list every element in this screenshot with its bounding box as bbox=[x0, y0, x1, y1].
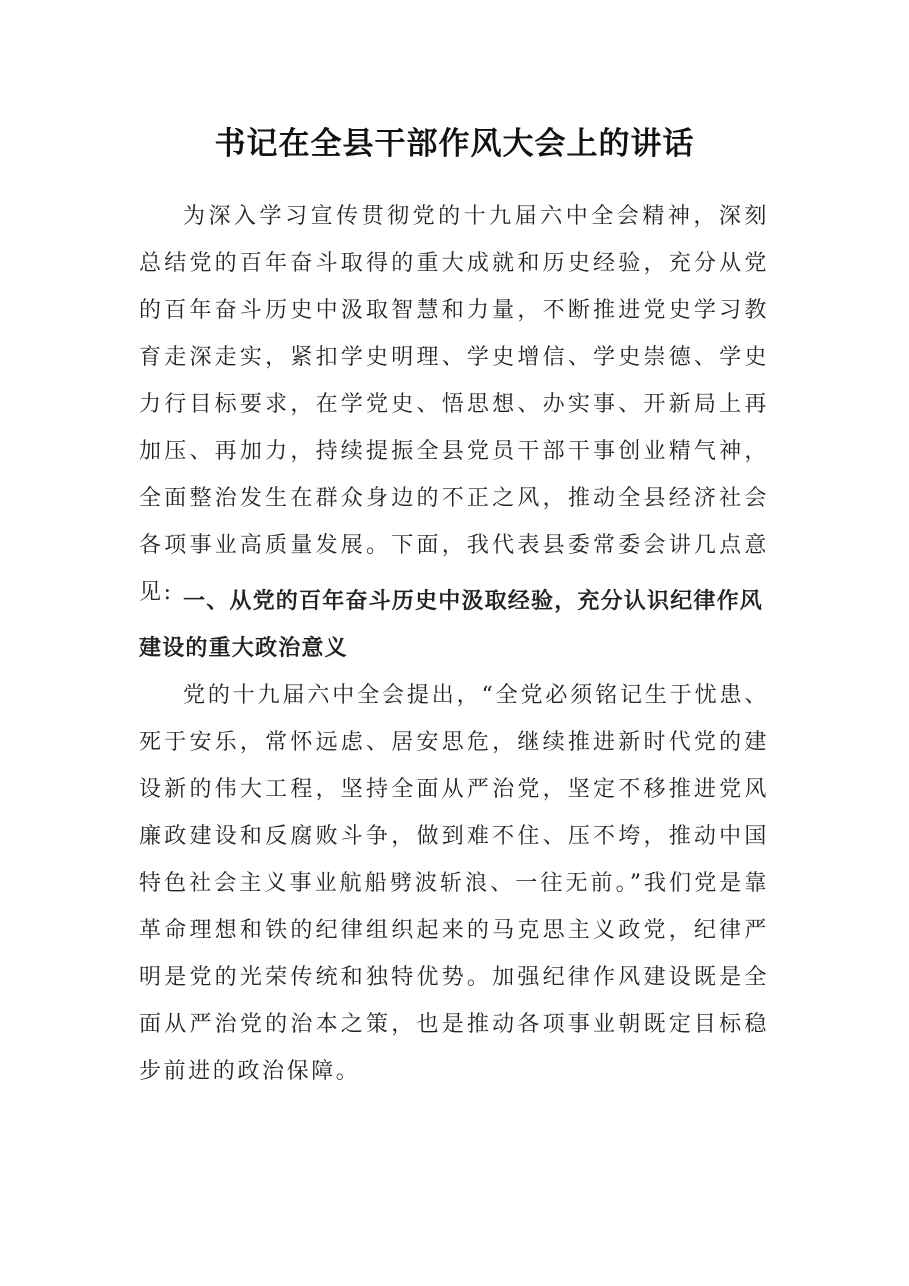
body-paragraph: 党的十九届六中全会提出，“全党必须铭记生于忧患、死于安乐，常怀远虑、居安思危，继续推进新时代党的建设新的伟大工程，坚持全面从严治党，坚定不移推进党风廉政建设和反腐败斗争，做到难不住、压不垮，推动中国特色社会主义事业航船劈波斩浪、一往无前。”我们党是靠革命理想和铁的纪律组织起来的马克思主义政党，纪律严明是党的光荣传统和独特优势。加强纪律作风建设既是全面从严治党的治本之策，也是推动各项事业朝既定目标稳步前进的政治保障。 bbox=[139, 683, 769, 1084]
section-heading: 一、从党的百年奋斗历史中汲取经验，充分认识纪律作风建设的重大政治意义 bbox=[139, 589, 764, 661]
document-title: 书记在全县干部作风大会上的讲话 bbox=[214, 126, 695, 162]
intro-paragraph: 为深入学习宣传贯彻党的十九届六中全会精神，深刻总结党的百年奋斗取得的重大成就和历史经验，充分从党的百年奋斗历史中汲取智慧和力量，不断推进党史学习教育走深走实，紧扣学史明理、学史增信、学史崇德、学史力行目标要求，在学党史、悟思想、办实事、开新局上再加压、再加力，持续提振全县党员干部干事创业精气神，全面整治发生在群众身边的不正之风，推动全县经济社会各项事业高质量发展。下面，我代表县委常委会讲几点意见: bbox=[139, 204, 769, 605]
